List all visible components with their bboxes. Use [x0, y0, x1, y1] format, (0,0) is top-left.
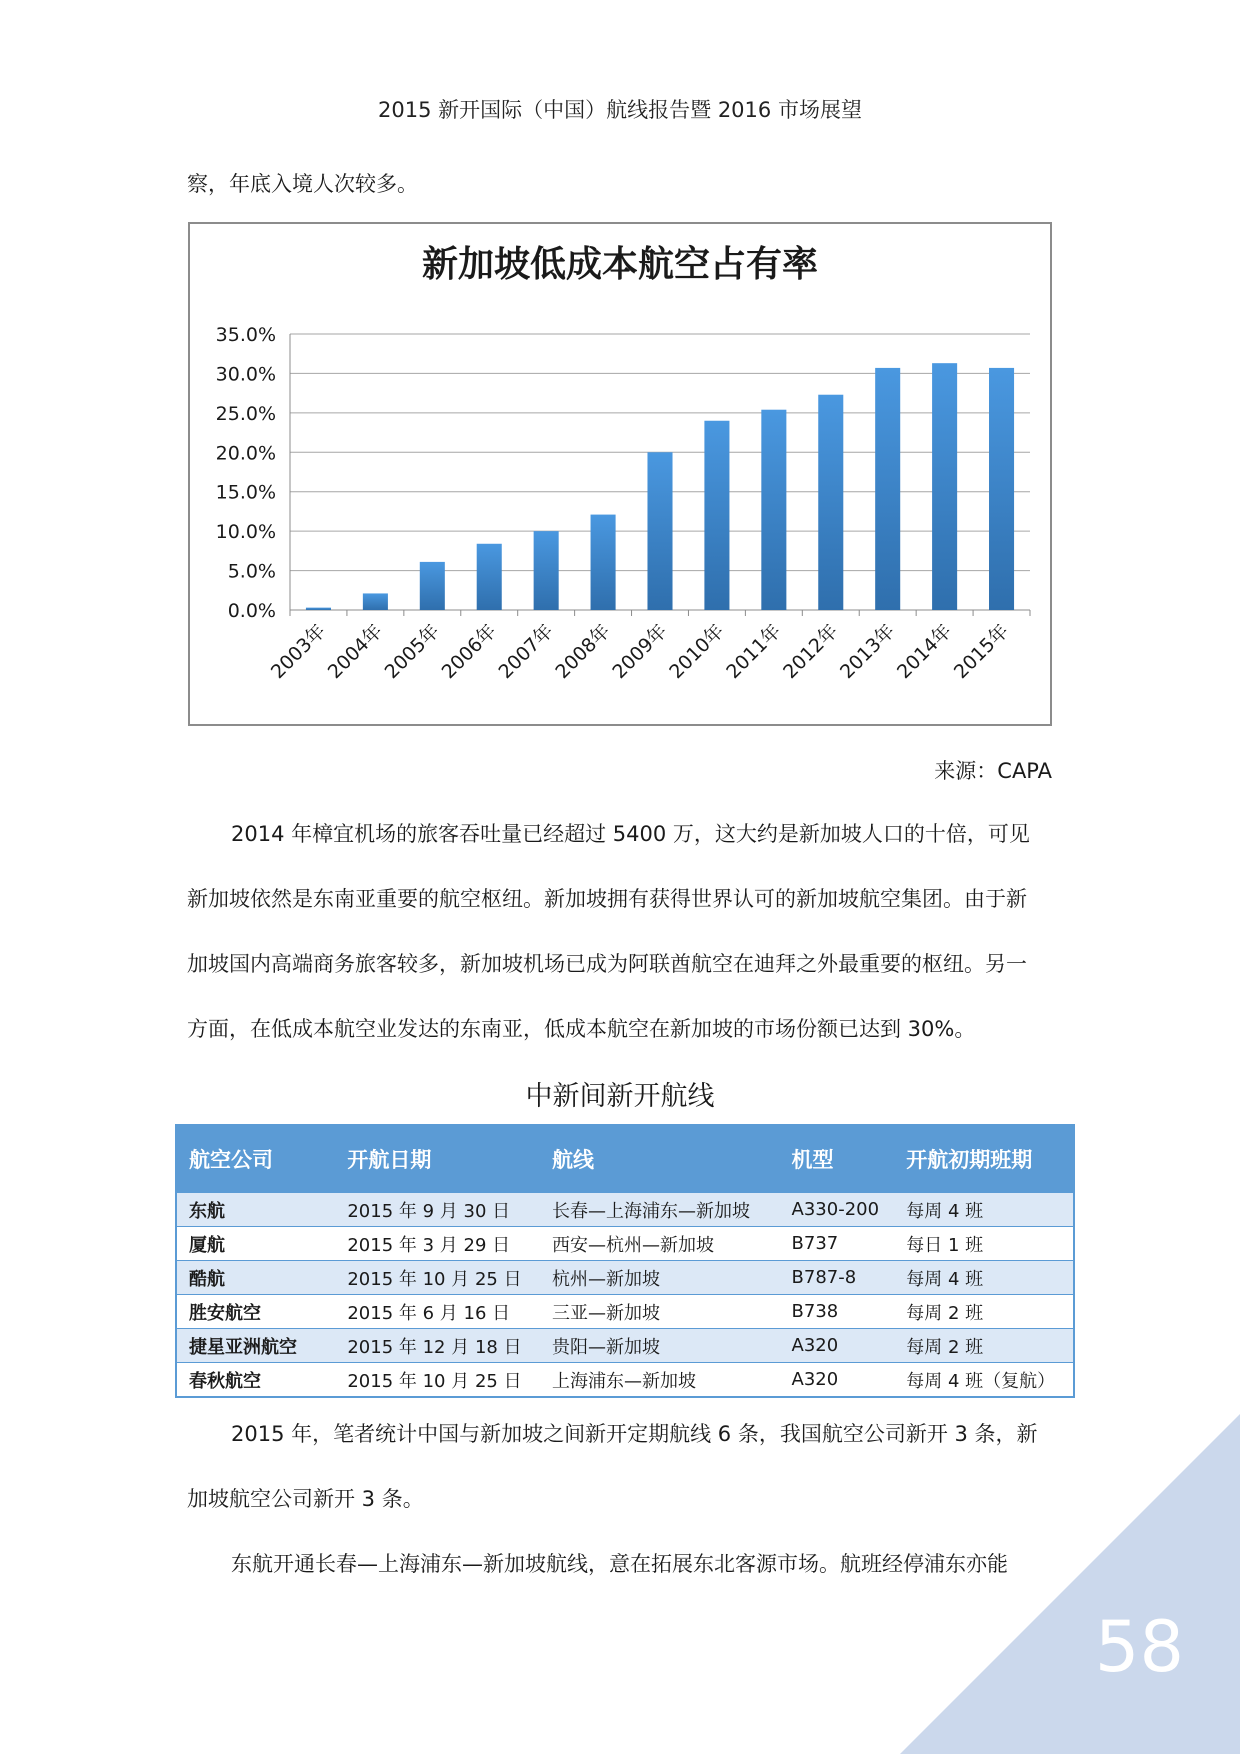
cell-route: 西安—杭州—新加坡	[540, 1227, 780, 1261]
y-tick-label: 5.0%	[227, 560, 276, 583]
cell-route: 杭州—新加坡	[540, 1261, 780, 1295]
cell-aircraft: B787-8	[780, 1261, 895, 1295]
y-tick-label: 30.0%	[215, 363, 276, 386]
cell-launch-date: 2015 年 12 月 18 日	[335, 1329, 540, 1363]
bar	[818, 395, 843, 610]
page-number: 58	[1094, 1606, 1184, 1688]
x-tick-label: 2006年	[437, 619, 501, 684]
chart-source: 来源：CAPA	[934, 759, 1052, 783]
bar	[420, 562, 445, 610]
cell-aircraft: B738	[780, 1295, 895, 1329]
cell-launch-date: 2015 年 3 月 29 日	[335, 1227, 540, 1261]
cell-aircraft: A330-200	[780, 1193, 895, 1227]
cell-frequency: 每周 4 班（复航）	[894, 1363, 1074, 1398]
x-tick-label: 2012年	[779, 619, 843, 684]
table-title: 中新间新开航线	[525, 1081, 715, 1112]
x-tick-label: 2009年	[608, 619, 672, 684]
intro-text: 察，年底入境人次较多。	[187, 172, 418, 196]
bar	[534, 531, 559, 610]
table-header-row	[176, 1125, 1074, 1193]
cell-airline: 厦航	[176, 1227, 335, 1261]
x-tick-label: 2010年	[665, 619, 729, 684]
paragraph-line: 方面，在低成本航空业发达的东南亚，低成本航空在新加坡的市场份额已达到 30%。	[187, 1017, 976, 1041]
cell-aircraft: A320	[780, 1363, 895, 1398]
cell-frequency: 每日 1 班	[894, 1227, 1074, 1261]
paragraph-line: 2015 年，笔者统计中国与新加坡之间新开定期航线 6 条，我国航空公司新开 3 条，新	[231, 1422, 1038, 1446]
y-tick-label: 25.0%	[215, 402, 276, 425]
table-row	[176, 1295, 1074, 1329]
cell-launch-date: 2015 年 9 月 30 日	[335, 1193, 540, 1227]
x-tick-label: 2007年	[494, 619, 558, 684]
paragraph-line: 2014 年樟宜机场的旅客吞吐量已经超过 5400 万，这大约是新加坡人口的十倍，可见	[231, 822, 1030, 846]
cell-launch-date: 2015 年 10 月 25 日	[335, 1363, 540, 1398]
cell-airline: 春秋航空	[176, 1363, 335, 1398]
table-row	[176, 1227, 1074, 1261]
y-tick-label: 0.0%	[227, 600, 276, 622]
x-tick-label: 2015年	[949, 619, 1014, 684]
x-tick-label: 2004年	[323, 619, 387, 684]
y-tick-label: 15.0%	[215, 481, 276, 504]
cell-airline: 胜安航空	[176, 1295, 335, 1329]
header-frequency: 开航初期班期	[894, 1125, 1074, 1193]
bar	[989, 368, 1014, 610]
bar	[477, 544, 502, 610]
y-tick-label: 10.0%	[215, 521, 276, 544]
bar	[306, 608, 331, 610]
bar	[875, 368, 900, 610]
new-routes-table	[175, 1124, 1075, 1398]
cell-route: 贵阳—新加坡	[540, 1329, 780, 1363]
cell-route: 上海浦东—新加坡	[540, 1363, 780, 1398]
x-tick-label: 2014年	[892, 619, 957, 684]
header-launch-date: 开航日期	[335, 1125, 540, 1193]
y-tick-label: 20.0%	[215, 442, 276, 465]
paragraph-line: 加坡航空公司新开 3 条。	[187, 1487, 424, 1511]
x-tick-label: 2011年	[722, 619, 786, 684]
x-tick-label: 2008年	[551, 619, 615, 684]
paragraph-line: 新加坡依然是东南亚重要的航空枢纽。新加坡拥有获得世界认可的新加坡航空集团。由于新	[187, 887, 1027, 911]
cell-frequency: 每周 2 班	[894, 1295, 1074, 1329]
chart-title: 新加坡低成本航空占有率	[421, 244, 819, 285]
y-tick-label: 35.0%	[215, 324, 276, 346]
chart-frame	[188, 222, 1052, 726]
cell-frequency: 每周 4 班	[894, 1261, 1074, 1295]
x-tick-label: 2013年	[836, 619, 900, 684]
bar	[647, 452, 672, 610]
cell-airline: 酷航	[176, 1261, 335, 1295]
bar	[363, 593, 388, 610]
cell-aircraft: B737	[780, 1227, 895, 1261]
bar	[704, 421, 729, 610]
header-aircraft: 机型	[780, 1125, 895, 1193]
bar	[761, 410, 786, 610]
paragraph-line: 东航开通长春—上海浦东—新加坡航线，意在拓展东北客源市场。航班经停浦东亦能	[231, 1552, 1008, 1576]
table-row	[176, 1363, 1074, 1398]
lcc-share-bar-chart	[190, 224, 1050, 724]
cell-route: 三亚—新加坡	[540, 1295, 780, 1329]
x-tick-label: 2005年	[380, 619, 444, 684]
cell-frequency: 每周 2 班	[894, 1329, 1074, 1363]
cell-launch-date: 2015 年 10 月 25 日	[335, 1261, 540, 1295]
cell-launch-date: 2015 年 6 月 16 日	[335, 1295, 540, 1329]
cell-route: 长春—上海浦东—新加坡	[540, 1193, 780, 1227]
table-row	[176, 1261, 1074, 1295]
bar	[932, 363, 957, 610]
paragraph-line: 加坡国内高端商务旅客较多，新加坡机场已成为阿联酋航空在迪拜之外最重要的枢纽。另一	[187, 952, 1027, 976]
bar	[591, 515, 616, 610]
header-airline: 航空公司	[176, 1125, 335, 1193]
running-header: 2015 新开国际（中国）航线报告暨 2016 市场展望	[378, 98, 862, 122]
table-row	[176, 1329, 1074, 1363]
cell-frequency: 每周 4 班	[894, 1193, 1074, 1227]
cell-aircraft: A320	[780, 1329, 895, 1363]
cell-airline: 捷星亚洲航空	[176, 1329, 335, 1363]
x-tick-label: 2003年	[266, 619, 330, 684]
header-route: 航线	[540, 1125, 780, 1193]
corner-decoration	[900, 1414, 1240, 1754]
cell-airline: 东航	[176, 1193, 335, 1227]
table-row	[176, 1193, 1074, 1227]
